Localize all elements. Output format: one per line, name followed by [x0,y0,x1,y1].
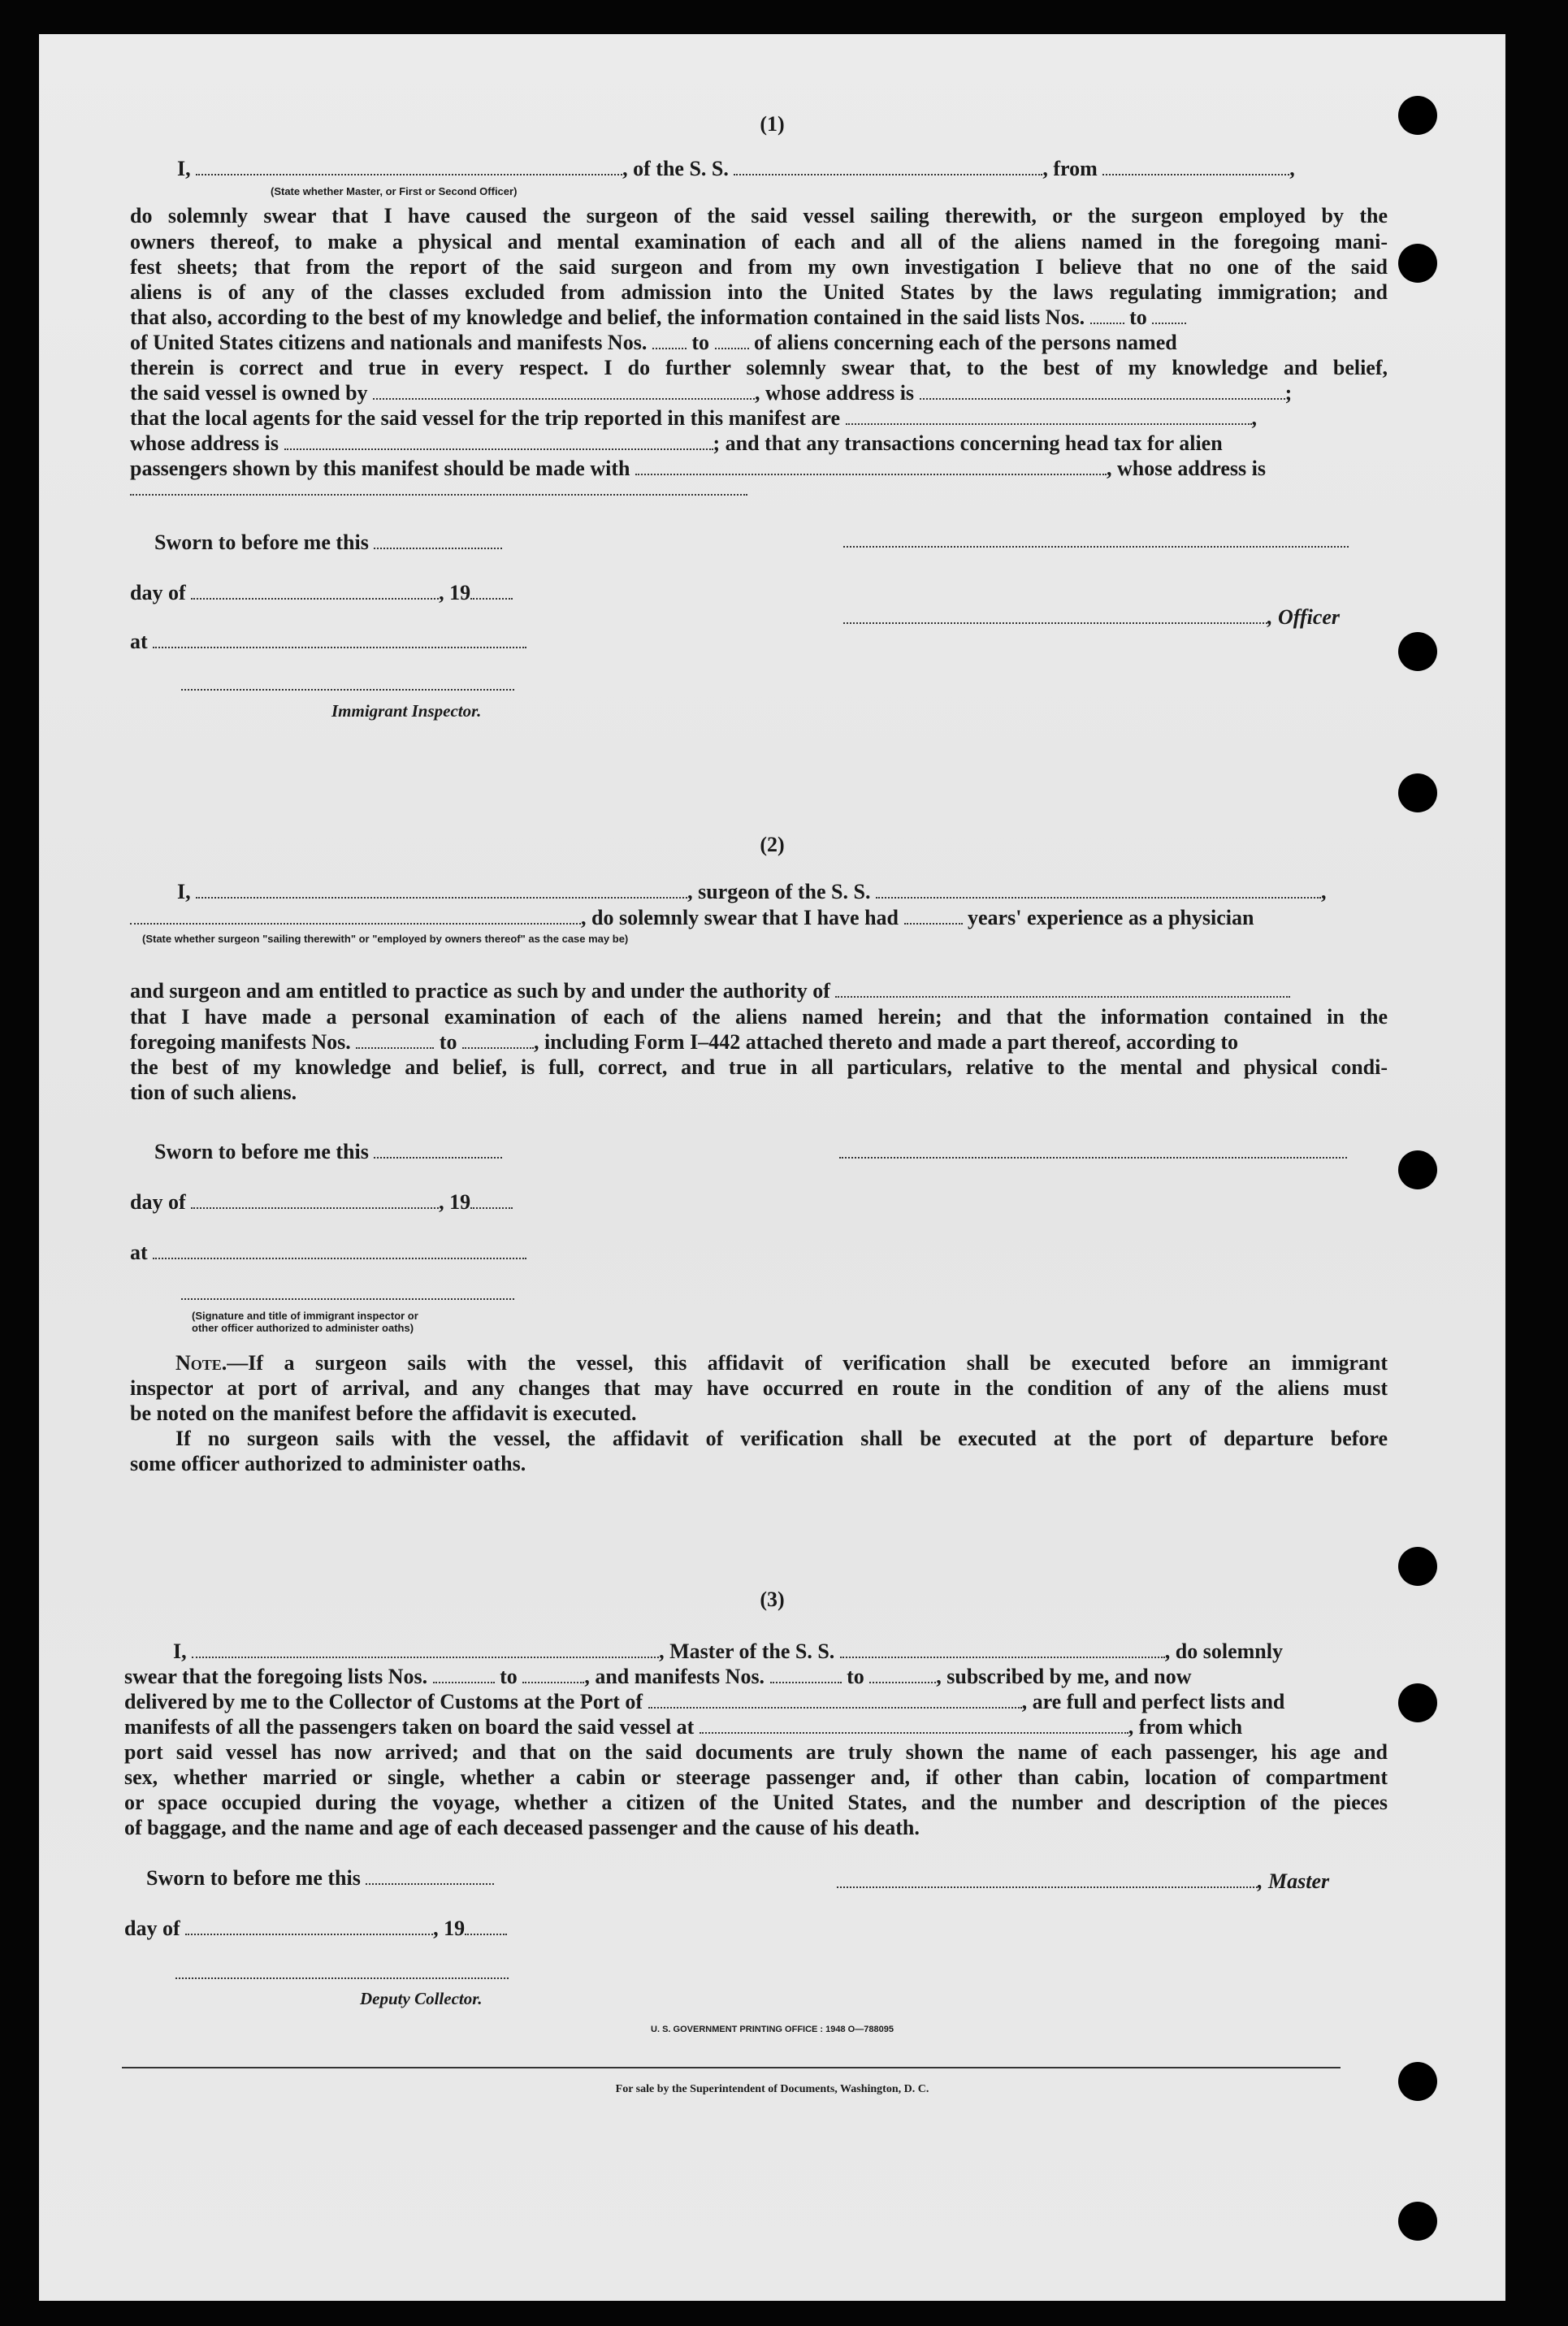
manifest-form-page [39,34,1505,2301]
s3-line1: I, , Master of the S. S. , do solemnly [173,1639,1283,1663]
s1-manifests-from-field[interactable] [652,331,687,349]
s2-line2: , do solemnly swear that I have had years' experience as a physician [130,905,1254,930]
s2-name-field[interactable] [196,881,687,899]
s1-head-tax-field[interactable] [635,457,1107,475]
punch-hole [1398,2202,1437,2241]
s2-line1: I, , surgeon of the S. S. , [177,880,1327,903]
s1-inspector-signature-line[interactable] [181,689,514,691]
s1-year-field[interactable] [470,582,513,600]
s1-para-3: fest sheets; that from the report of the said surgeon and from my own investigation I believe that no one of the said [130,255,1388,279]
s1-sworn-field[interactable] [374,531,502,549]
s1-lists-to-field[interactable] [1152,306,1186,324]
s1-para-4: aliens is of any of the classes excluded from admission into the United States by the laws regulating immigration; and [130,280,1388,304]
s3-line5: port said vessel has now arrived; and that on the said documents are truly shown the name of each passenger, his age and [124,1740,1388,1764]
gpo-imprint: U. S. GOVERNMENT PRINTING OFFICE : 1948 O—788095 [651,2025,894,2034]
s3-departure-port-field[interactable] [700,1716,1128,1734]
s2-authority-field[interactable] [835,980,1290,998]
s2-note-3: be noted on the manifest before the affidavit is executed. [130,1401,637,1425]
s2-manifests-to-field[interactable] [462,1031,534,1049]
s2-under-note: (State whether surgeon "sailing therewith" or "employed by owners thereof" as the case may be) [142,933,629,945]
s2-manifests-from-field[interactable] [356,1031,434,1049]
s1-para-5: that also, according to the best of my knowledge and belief, the information contained in the said lists Nos. to [130,305,1186,330]
s1-from: , from [1042,157,1098,180]
s3-day-of: day of , 19 [124,1916,507,1941]
s3-lists-to-field[interactable] [522,1665,584,1683]
s3-collector-label: Deputy Collector. [360,1989,483,2008]
s3-vessel-field[interactable] [840,1640,1165,1658]
s1-para-1: do solemnly swear that I have caused the surgeon of the said vessel sailing therewith, or the surgeon employed by the [130,204,1388,227]
s2-at: at [130,1240,526,1265]
s1-name-field[interactable] [196,158,622,175]
s1-para-6: of United States citizens and nationals and manifests Nos. to of aliens concerning each of the persons named [130,331,1177,354]
s3-sworn-field[interactable] [366,1867,494,1885]
section-3-number: (3) [760,1587,785,1611]
punch-hole [1398,1150,1437,1189]
s2-note-4: If no surgeon sails with the vessel, the affidavit of verification shall be executed at the port of departure before [175,1427,1388,1450]
s2-vessel-field[interactable] [876,881,1321,899]
s1-agents-field[interactable] [846,407,1252,425]
s1-para-10: whose address is ; and that any transactions concerning head tax for alien [130,431,1223,455]
s2-sig-note-2: other officer authorized to administer oaths) [192,1322,414,1334]
s3-manifests-from-field[interactable] [770,1665,842,1683]
s3-year-field[interactable] [465,1917,507,1935]
s1-day-field[interactable] [191,582,439,600]
s3-day-field[interactable] [185,1917,433,1935]
s2-sworn-field[interactable] [374,1141,502,1159]
s1-day-of: day of , 19 [130,580,513,605]
s1-line1: I, , of the S. S. , from , [177,157,1295,180]
punch-hole [1398,632,1437,671]
s3-master-signature-field[interactable] [837,1870,1258,1888]
s1-para-11: passengers shown by this manifest should be made with , whose address is [130,457,1266,480]
s1-address-line[interactable] [130,494,747,496]
for-sale-note: For sale by the Superintendent of Documents, Washington, D. C. [615,2083,929,2095]
s1-sworn: Sworn to before me this [154,530,502,555]
section-2-number: (2) [760,833,785,856]
s1-officer: , Officer [843,604,1340,630]
s1-officer-signature-line[interactable] [843,546,1349,548]
s1-of-ss: , of the S. S. [622,157,729,180]
s3-line3: delivered by me to the Collector of Customs at the Port of , are full and perfect lists and [124,1690,1285,1713]
s3-line2: swear that the foregoing lists Nos. to , and manifests Nos. to , subscribed by me, and now [124,1665,1192,1688]
s2-line5: foregoing manifests Nos. to , including Form I–442 attached thereto and made a part thereof, according to [130,1030,1239,1054]
s2-day-of: day of , 19 [130,1189,513,1215]
s2-year-field[interactable] [470,1191,513,1209]
s2-inspector-signature-line[interactable] [181,1298,514,1300]
s2-line7: tion of such aliens. [130,1081,297,1104]
s1-owner-address-field[interactable] [920,382,1285,400]
s1-para-7: therein is correct and true in every respect. I do further solemnly swear that, to the best of my knowledge and belief, [130,356,1388,379]
section-1-number: (1) [760,112,785,136]
s3-collector-signature-line[interactable] [175,1977,509,1979]
s1-under-note: (State whether Master, or First or Second Officer) [271,185,518,197]
s1-officer-title-field[interactable] [843,606,1267,624]
s2-line6: the best of my knowledge and belief, is full, correct, and true in all particulars, relative to the mental and physical condi- [130,1055,1388,1079]
s2-sig-note-1: (Signature and title of immigrant inspector or [192,1310,418,1322]
s3-line4: manifests of all the passengers taken on board the said vessel at , from which [124,1715,1243,1739]
s2-at-field[interactable] [153,1241,526,1259]
s1-para-2: owners thereof, to make a physical and mental examination of each and all of the aliens named in the foregoing mani- [130,230,1388,253]
s1-owner-field[interactable] [373,382,755,400]
s1-inspector-label: Immigrant Inspector. [331,701,482,721]
s2-line4: that I have made a personal examination of each of the aliens named herein; and that the information contained in the [130,1005,1388,1029]
s1-para-8: the said vessel is owned by , whose address is ; [130,381,1293,405]
s2-status-field[interactable] [130,907,581,925]
s2-years-field[interactable] [904,907,963,925]
s2-note-5: some officer authorized to administer oaths. [130,1452,526,1475]
punch-hole [1398,244,1437,283]
s3-master: , Master [837,1869,1329,1894]
s2-surgeon-signature-line[interactable] [839,1157,1347,1159]
s1-agents-address-field[interactable] [284,432,713,450]
s2-sworn: Sworn to before me this [154,1139,502,1164]
s3-lists-from-field[interactable] [433,1665,495,1683]
s3-line7: or space occupied during the voyage, whether a citizen of the United States, and the number and description of the pieces [124,1791,1388,1814]
punch-hole [1398,1683,1437,1722]
s2-line3: and surgeon and am entitled to practice as such by and under the authority of [130,978,1290,1003]
s3-manifests-to-field[interactable] [869,1665,936,1683]
s1-manifests-to-field[interactable] [715,331,749,349]
s3-port-field[interactable] [648,1691,1022,1709]
s1-vessel-field[interactable] [734,158,1042,175]
s3-name-field[interactable] [192,1640,659,1658]
s1-from-field[interactable] [1102,158,1289,175]
s2-note-2: inspector at port of arrival, and any changes that may have occurred en route in the condition of any of the aliens must [130,1376,1388,1400]
s1-at: at [130,629,526,654]
punch-hole [1398,773,1437,812]
s1-i: I, [177,157,191,180]
s1-para-9: that the local agents for the said vessel for the trip reported in this manifest are , [130,406,1258,430]
punch-hole [1398,1547,1437,1586]
s1-at-field[interactable] [153,630,526,648]
s3-line6: sex, whether married or single, whether a cabin or steerage passenger and, if other than cabin, location of compartment [124,1765,1388,1789]
s2-note-1: Note.—If a surgeon sails with the vessel, this affidavit of verification shall be executed before an immigrant [175,1351,1388,1375]
footer-rule [122,2067,1341,2068]
s3-sworn: Sworn to before me this [146,1865,494,1891]
s1-lists-from-field[interactable] [1090,306,1124,324]
s2-day-field[interactable] [191,1191,439,1209]
s3-line8: of baggage, and the name and age of each deceased passenger and the cause of his death. [124,1816,920,1839]
